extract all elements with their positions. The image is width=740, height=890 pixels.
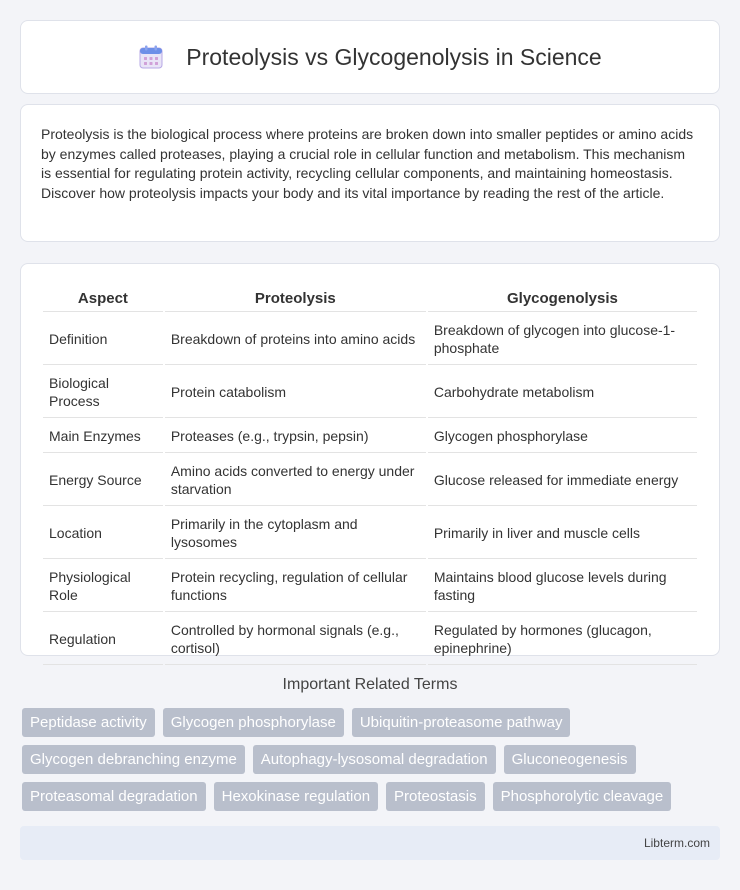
table-row bbox=[43, 614, 697, 665]
intro-text: Proteolysis is the biological process where proteins are broken down into smaller peptides or amino acids by enzymes called proteases, playing a crucial role in cellular function and metabolism. This mechanism is essential for regulating protein activity, recycling cellular components, and maintaining homeostasis. Discover how proteolysis impacts your body and its vital importance by reading the rest of the article. bbox=[41, 126, 694, 201]
table-cell: Glycogen phosphorylase bbox=[428, 420, 697, 453]
related-term-tag[interactable]: Ubiquitin-proteasome pathway bbox=[352, 708, 571, 737]
page-title: Proteolysis vs Glycogenolysis in Science bbox=[186, 43, 602, 70]
table-cell: Breakdown of proteins into amino acids bbox=[165, 314, 426, 365]
related-term-tag[interactable]: Proteasomal degradation bbox=[22, 782, 206, 811]
footer bbox=[20, 826, 720, 860]
table-header-row bbox=[43, 286, 697, 312]
related-term-tag[interactable]: Proteostasis bbox=[386, 782, 485, 811]
comparison-table bbox=[41, 284, 699, 667]
table-cell: Biological Process bbox=[43, 367, 163, 418]
column-header: Proteolysis bbox=[165, 286, 426, 312]
table-cell: Proteases (e.g., trypsin, pepsin) bbox=[165, 420, 426, 453]
table-row bbox=[43, 367, 697, 418]
table-row bbox=[43, 314, 697, 365]
table-cell: Primarily in the cytoplasm and lysosomes bbox=[165, 508, 426, 559]
related-term-tag[interactable]: Glycogen debranching enzyme bbox=[22, 745, 245, 774]
table-cell: Controlled by hormonal signals (e.g., cortisol) bbox=[165, 614, 426, 665]
calendar-icon bbox=[138, 44, 164, 70]
comparison-table-card bbox=[20, 263, 720, 656]
table-cell: Location bbox=[43, 508, 163, 559]
related-terms-list bbox=[22, 708, 722, 811]
table-row bbox=[43, 455, 697, 506]
table-cell: Protein catabolism bbox=[165, 367, 426, 418]
table-cell: Physiological Role bbox=[43, 561, 163, 612]
table-cell: Amino acids converted to energy under starvation bbox=[165, 455, 426, 506]
table-row bbox=[43, 508, 697, 559]
footer-link[interactable]: Libterm.com bbox=[643, 836, 710, 850]
table-cell: Protein recycling, regulation of cellular functions bbox=[165, 561, 426, 612]
related-term-tag[interactable]: Glycogen phosphorylase bbox=[163, 708, 344, 737]
related-term-tag[interactable]: Hexokinase regulation bbox=[214, 782, 378, 811]
table-cell: Definition bbox=[43, 314, 163, 365]
related-terms-title: Important Related Terms bbox=[282, 676, 458, 693]
intro-card bbox=[20, 104, 720, 242]
table-row bbox=[43, 561, 697, 612]
table-cell: Maintains blood glucose levels during fasting bbox=[428, 561, 697, 612]
table-cell: Primarily in liver and muscle cells bbox=[428, 508, 697, 559]
table-cell: Main Enzymes bbox=[43, 420, 163, 453]
related-term-tag[interactable]: Gluconeogenesis bbox=[504, 745, 636, 774]
related-term-tag[interactable]: Phosphorolytic cleavage bbox=[493, 782, 672, 811]
table-cell: Regulation bbox=[43, 614, 163, 665]
related-term-tag[interactable]: Peptidase activity bbox=[22, 708, 155, 737]
table-cell: Breakdown of glycogen into glucose-1-phosphate bbox=[428, 314, 697, 365]
table-row bbox=[43, 420, 697, 453]
column-header: Glycogenolysis bbox=[428, 286, 697, 312]
header-card bbox=[20, 20, 720, 94]
related-term-tag[interactable]: Autophagy-lysosomal degradation bbox=[253, 745, 496, 774]
table-cell: Carbohydrate metabolism bbox=[428, 367, 697, 418]
column-header: Aspect bbox=[43, 286, 163, 312]
table-cell: Regulated by hormones (glucagon, epinephrine) bbox=[428, 614, 697, 665]
table-cell: Glucose released for immediate energy bbox=[428, 455, 697, 506]
table-cell: Energy Source bbox=[43, 455, 163, 506]
